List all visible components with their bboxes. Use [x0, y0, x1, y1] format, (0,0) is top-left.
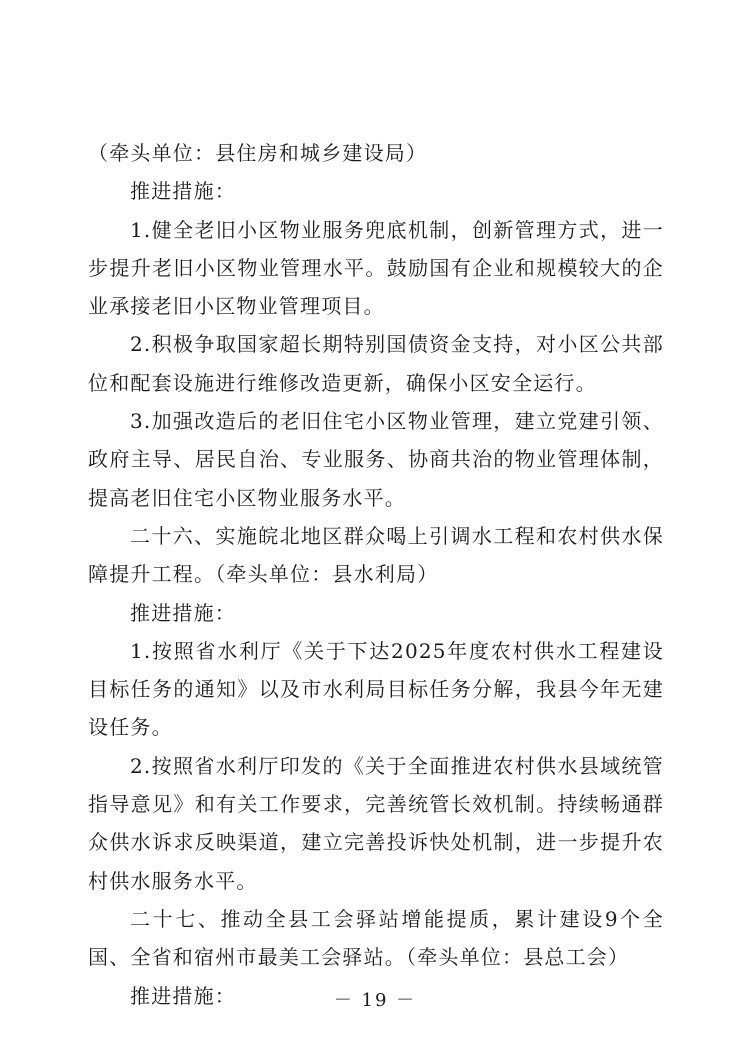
section-item-26: 二十六、实施皖北地区群众喝上引调水工程和农村供水保障提升工程。（牵头单位：县水利局） — [88, 523, 664, 587]
page-number: － 19 － — [333, 990, 417, 1011]
document-body — [88, 134, 664, 1015]
measures-heading: 推进措施： — [130, 179, 236, 204]
measure-paragraph: 1.健全老旧小区物业服务兜底机制，创新管理方式，进一步提升老旧小区物业管理水平。鼓励国有企业和规模较大的企业承接老旧小区物业管理项目。 — [88, 217, 664, 319]
measures-heading: 推进措施： — [130, 600, 236, 625]
measures-heading: 推进措施： — [130, 983, 236, 1008]
section-item-27: 二十七、推动全县工会驿站增能提质，累计建设9个全国、全省和宿州市最美工会驿站。（牵头单位：县总工会） — [88, 906, 664, 970]
lead-unit-line: （牵头单位：县住房和城乡建设局） — [88, 141, 428, 165]
measure-paragraph: 2.积极争取国家超长期特别国债资金支持，对小区公共部位和配套设施进行维修改造更新，确保小区安全运行。 — [88, 332, 664, 395]
measure-paragraph: 1.按照省水利厅《关于下达2025年度农村供水工程建设目标任务的通知》以及市水利局目标任务分解，我县今年无建设任务。 — [88, 638, 664, 740]
measure-paragraph: 2.按照省水利厅印发的《关于全面推进农村供水县域统管指导意见》和有关工作要求，完善统管长效机制。持续畅通群众供水诉求反映渠道，建立完善投诉快处机制，进一步提升农村供水服务水平。 — [88, 753, 664, 893]
measure-paragraph: 3.加强改造后的老旧住宅小区物业管理，建立党建引领、政府主导、居民自治、专业服务、协商共治的物业管理体制，提高老旧住宅小区物业服务水平。 — [88, 409, 664, 510]
